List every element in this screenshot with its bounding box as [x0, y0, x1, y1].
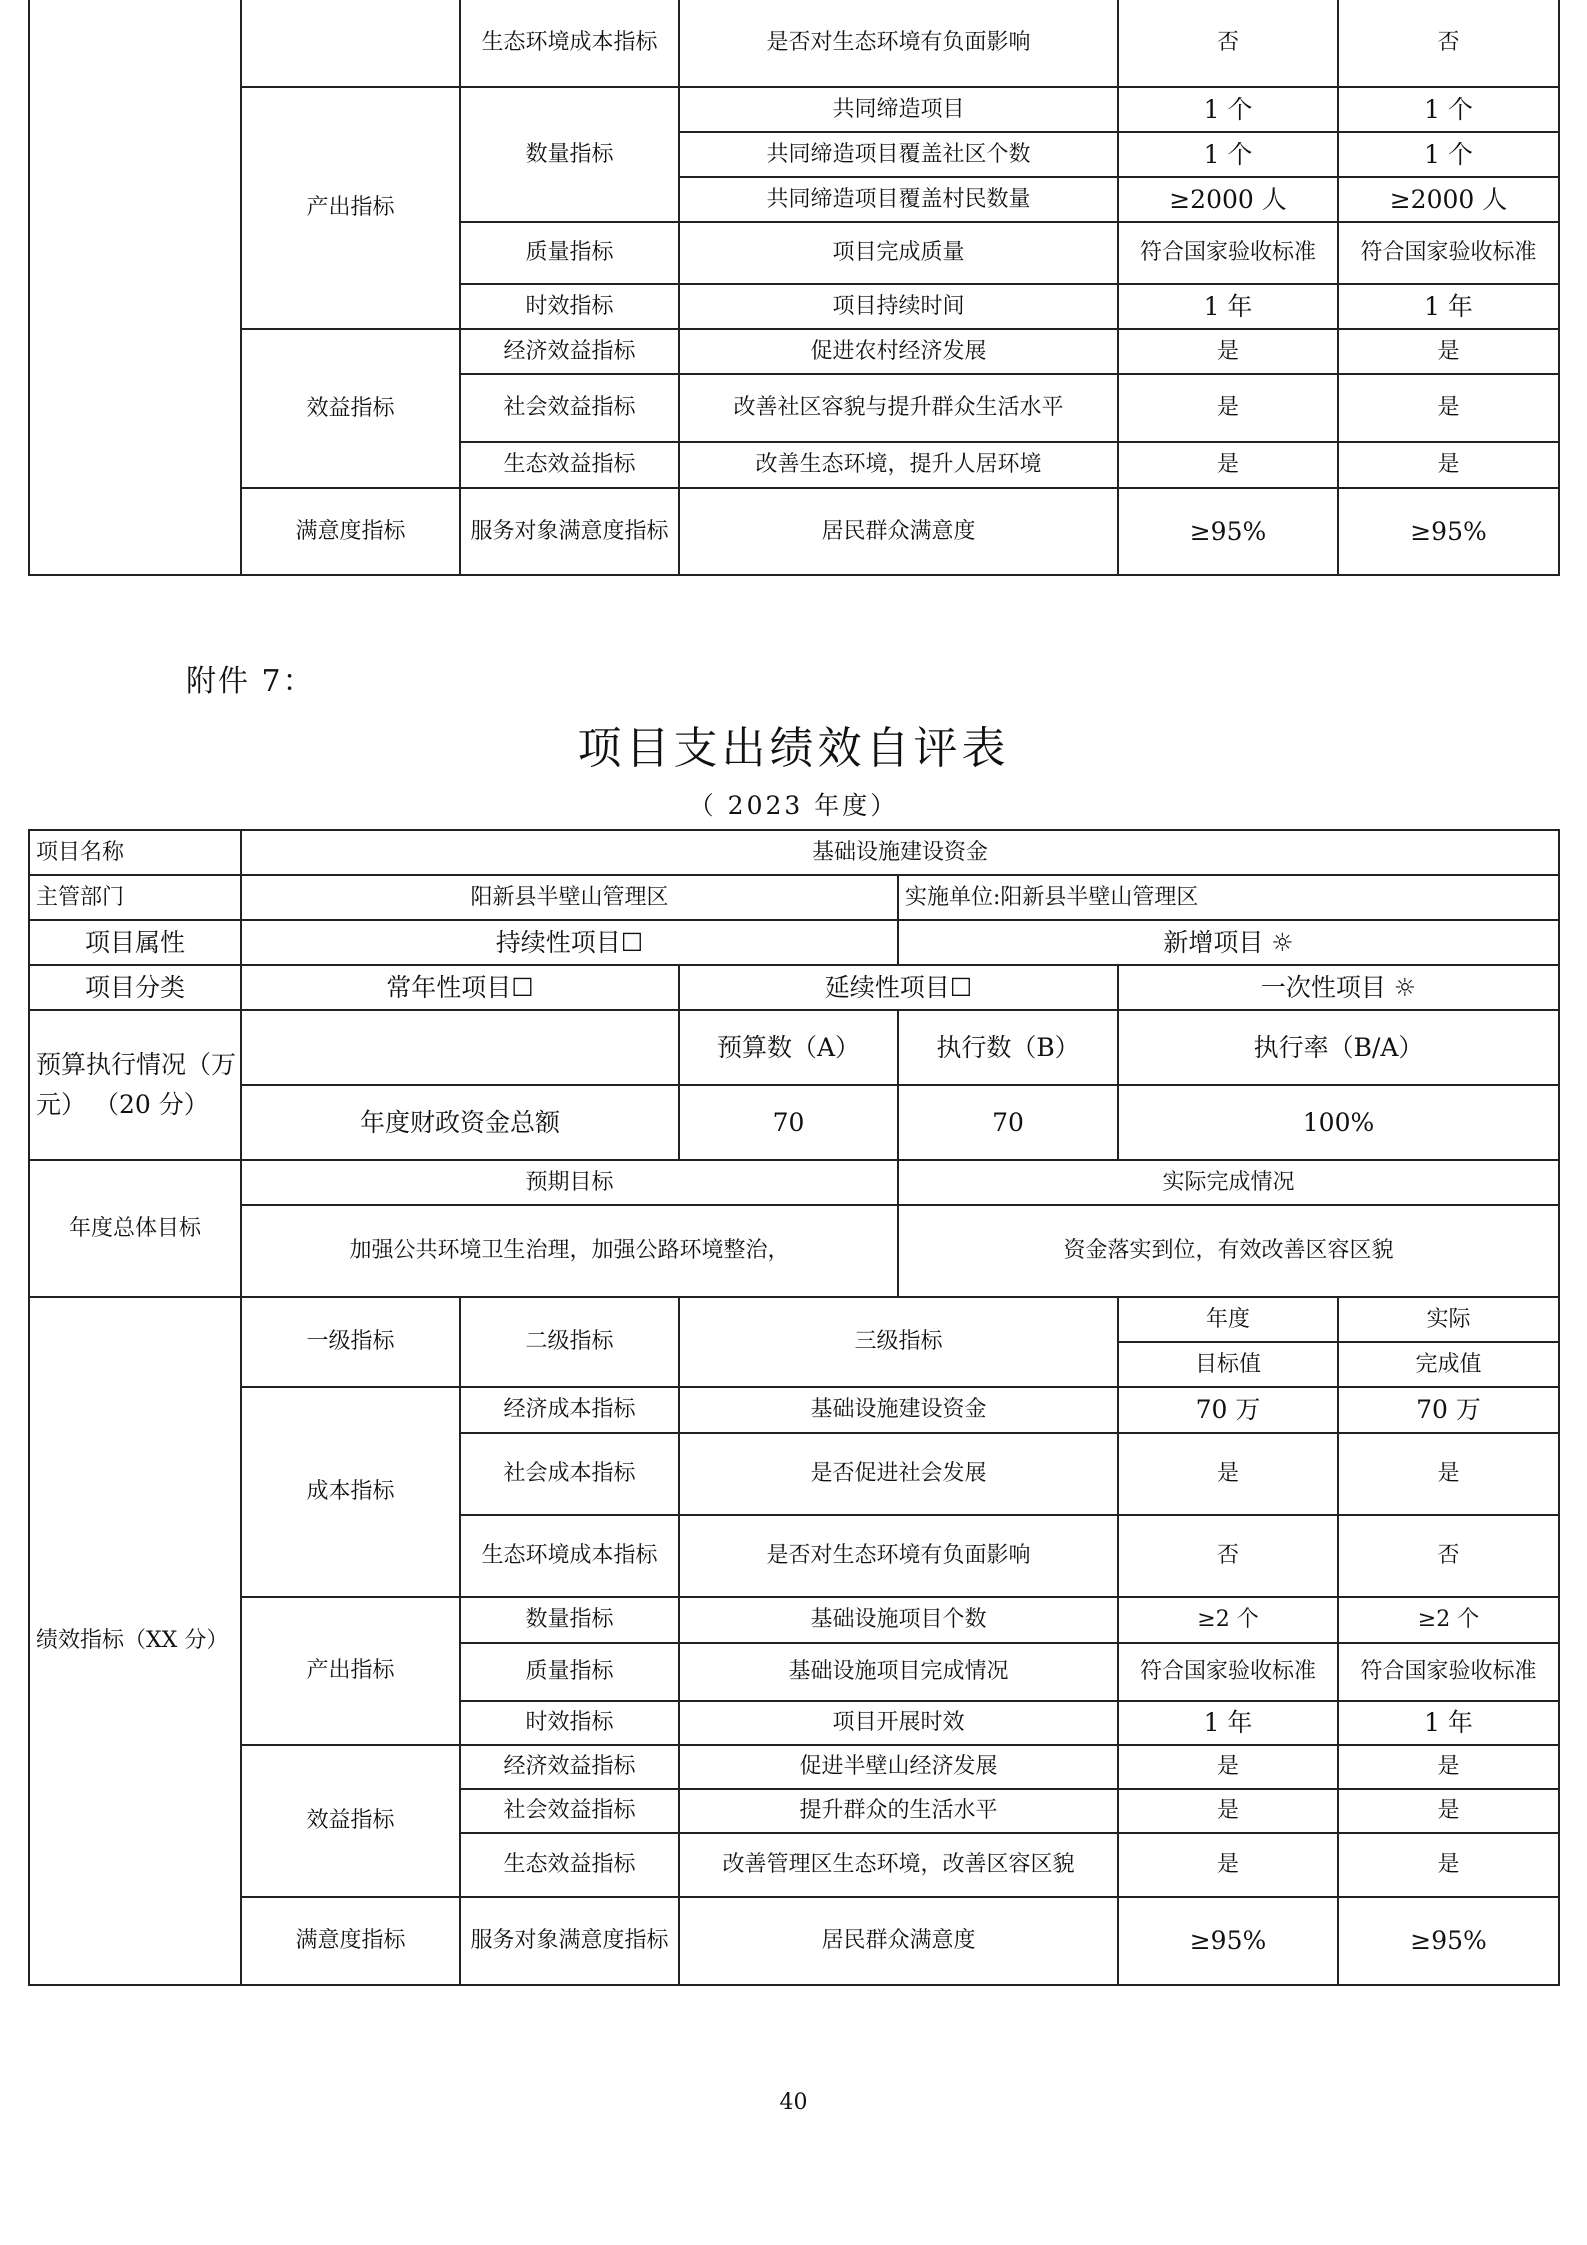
- goal-expected-text: 加强公共环境卫生治理，加强公路环境整治，: [241, 1205, 898, 1297]
- level1-label: 成本指标: [241, 1387, 460, 1597]
- actual-value: 是: [1338, 329, 1559, 374]
- goal-actual-header: 实际完成情况: [898, 1160, 1559, 1205]
- level1-label: 满意度指标: [241, 488, 460, 575]
- top-table: [28, 0, 1560, 576]
- actual-value: 是: [1338, 374, 1559, 442]
- target-value: 70 万: [1118, 1387, 1338, 1433]
- project-name-value: 基础设施建设资金: [241, 830, 1559, 875]
- level3-item: 项目持续时间: [679, 284, 1118, 329]
- perf-label-cell: [29, 0, 241, 575]
- target-value: 1 年: [1118, 284, 1338, 329]
- actual-value: 是: [1338, 1745, 1559, 1789]
- level3-item: 项目完成质量: [679, 222, 1118, 284]
- actual-value: 1 个: [1338, 87, 1559, 132]
- header-level1: 一级指标: [241, 1297, 460, 1387]
- project-name-label: 项目名称: [29, 830, 241, 875]
- level2-label: 时效指标: [460, 284, 679, 329]
- goal-actual-text: 资金落实到位，有效改善区容区貌: [898, 1205, 1559, 1297]
- dept-label: 主管部门: [29, 875, 241, 920]
- target-value: ≥2000 人: [1118, 177, 1338, 222]
- level3-item: 基础设施项目个数: [679, 1597, 1118, 1643]
- level3-item: 基础设施项目完成情况: [679, 1643, 1118, 1701]
- level3-item: 提升群众的生活水平: [679, 1789, 1118, 1833]
- budget-rate-header: 执行率（B/A）: [1118, 1010, 1559, 1085]
- goal-label: 年度总体目标: [29, 1160, 241, 1297]
- level2-label: 质量指标: [460, 1643, 679, 1701]
- level1-label: 产出指标: [241, 87, 460, 329]
- actual-value: 符合国家验收标准: [1338, 222, 1559, 284]
- actual-value: 否: [1338, 0, 1559, 87]
- level2-label: 社会效益指标: [460, 1789, 679, 1833]
- cat-label: 项目分类: [29, 965, 241, 1010]
- level2-label: 生态环境成本指标: [460, 0, 679, 87]
- level2-label: 社会成本指标: [460, 1433, 679, 1515]
- header-target-value: 目标值: [1118, 1342, 1338, 1387]
- target-value: 符合国家验收标准: [1118, 222, 1338, 284]
- level2-label: 经济效益指标: [460, 1745, 679, 1789]
- target-value: 1 个: [1118, 87, 1338, 132]
- level1-label: 满意度指标: [241, 1897, 460, 1985]
- actual-value: ≥2 个: [1338, 1597, 1559, 1643]
- fund-rate-value: 100%: [1118, 1085, 1559, 1160]
- level2-label: 经济成本指标: [460, 1387, 679, 1433]
- actual-value: ≥95%: [1338, 488, 1559, 575]
- actual-value: 是: [1338, 1833, 1559, 1897]
- header-level2: 二级指标: [460, 1297, 679, 1387]
- actual-value: 是: [1338, 1433, 1559, 1515]
- target-value: 是: [1118, 442, 1338, 488]
- fund-a-value: 70: [679, 1085, 898, 1160]
- actual-value: 70 万: [1338, 1387, 1559, 1433]
- level3-item: 改善社区容貌与提升群众生活水平: [679, 374, 1118, 442]
- page-title: 项目支出绩效自评表: [577, 723, 1010, 774]
- target-value: 1 年: [1118, 1701, 1338, 1745]
- actual-value: 符合国家验收标准: [1338, 1643, 1559, 1701]
- target-value: 符合国家验收标准: [1118, 1643, 1338, 1701]
- level3-item: 共同缔造项目: [679, 87, 1118, 132]
- level3-item: 促进半壁山经济发展: [679, 1745, 1118, 1789]
- target-value: 是: [1118, 329, 1338, 374]
- year-label: （ 2023 年度）: [688, 791, 899, 820]
- header-actual-value: 完成值: [1338, 1342, 1559, 1387]
- level3-item: 改善生态环境，提升人居环境: [679, 442, 1118, 488]
- fund-label: 年度财政资金总额: [241, 1085, 679, 1160]
- cat-continued-checkbox: 延续性项目☐: [679, 965, 1118, 1010]
- level3-item: 共同缔造项目覆盖村民数量: [679, 177, 1118, 222]
- level3-item: 是否对生态环境有负面影响: [679, 0, 1118, 87]
- actual-value: 1 年: [1338, 1701, 1559, 1745]
- actual-value: 是: [1338, 442, 1559, 488]
- budget-a-header: 预算数（A）: [679, 1010, 898, 1085]
- target-value: 是: [1118, 374, 1338, 442]
- level1-label: 效益指标: [241, 329, 460, 488]
- level2-label: 服务对象满意度指标: [460, 488, 679, 575]
- level3-item: 是否对生态环境有负面影响: [679, 1515, 1118, 1597]
- goal-expected-header: 预期目标: [241, 1160, 898, 1205]
- actual-value: 1 个: [1338, 132, 1559, 177]
- level3-item: 改善管理区生态环境，改善区容区貌: [679, 1833, 1118, 1897]
- budget-b-header: 执行数（B）: [898, 1010, 1118, 1085]
- level2-label: 数量指标: [460, 87, 679, 222]
- actual-value: 否: [1338, 1515, 1559, 1597]
- cat-onetime-option: 一次性项目 ☼: [1118, 965, 1559, 1010]
- attr-new-option: 新增项目 ☼: [898, 920, 1559, 965]
- target-value: 1 个: [1118, 132, 1338, 177]
- budget-label: 预算执行情况（万元） （20 分）: [29, 1010, 241, 1160]
- level3-item: 居民群众满意度: [679, 1897, 1118, 1985]
- target-value: ≥95%: [1118, 1897, 1338, 1985]
- target-value: 是: [1118, 1433, 1338, 1515]
- attr-label: 项目属性: [29, 920, 241, 965]
- level2-label: 质量指标: [460, 222, 679, 284]
- impl-unit: 实施单位:阳新县半壁山管理区: [898, 875, 1559, 920]
- level1-label: 效益指标: [241, 1745, 460, 1897]
- target-value: 是: [1118, 1789, 1338, 1833]
- level3-item: 是否促进社会发展: [679, 1433, 1118, 1515]
- attr-ongoing-checkbox: 持续性项目☐: [241, 920, 898, 965]
- level2-label: 生态效益指标: [460, 1833, 679, 1897]
- page-number: 40: [779, 2090, 808, 2115]
- actual-value: ≥95%: [1338, 1897, 1559, 1985]
- level3-item: 共同缔造项目覆盖社区个数: [679, 132, 1118, 177]
- actual-value: 是: [1338, 1789, 1559, 1833]
- target-value: 是: [1118, 1745, 1338, 1789]
- level3-item: 居民群众满意度: [679, 488, 1118, 575]
- evaluation-form: [28, 829, 1560, 1986]
- level2-label: 时效指标: [460, 1701, 679, 1745]
- level1-label: 产出指标: [241, 1597, 460, 1745]
- perf-label: 绩效指标（XX 分）: [29, 1297, 241, 1985]
- target-value: 否: [1118, 1515, 1338, 1597]
- target-value: ≥95%: [1118, 488, 1338, 575]
- header-level3: 三级指标: [679, 1297, 1118, 1387]
- fund-b-value: 70: [898, 1085, 1118, 1160]
- header-actual: 实际: [1338, 1297, 1559, 1342]
- level2-label: 生态环境成本指标: [460, 1515, 679, 1597]
- level3-item: 项目开展时效: [679, 1701, 1118, 1745]
- actual-value: 1 年: [1338, 284, 1559, 329]
- level2-label: 经济效益指标: [460, 329, 679, 374]
- level3-item: 促进农村经济发展: [679, 329, 1118, 374]
- level3-item: 基础设施建设资金: [679, 1387, 1118, 1433]
- dept-value: 阳新县半壁山管理区: [241, 875, 898, 920]
- attachment-label: 附件 7：: [186, 664, 315, 699]
- level2-label: 数量指标: [460, 1597, 679, 1643]
- target-value: 否: [1118, 0, 1338, 87]
- level2-label: 服务对象满意度指标: [460, 1897, 679, 1985]
- level2-label: 社会效益指标: [460, 374, 679, 442]
- actual-value: ≥2000 人: [1338, 177, 1559, 222]
- target-value: ≥2 个: [1118, 1597, 1338, 1643]
- target-value: 是: [1118, 1833, 1338, 1897]
- level2-label: 生态效益指标: [460, 442, 679, 488]
- header-year: 年度: [1118, 1297, 1338, 1342]
- cat-regular-checkbox: 常年性项目☐: [241, 965, 679, 1010]
